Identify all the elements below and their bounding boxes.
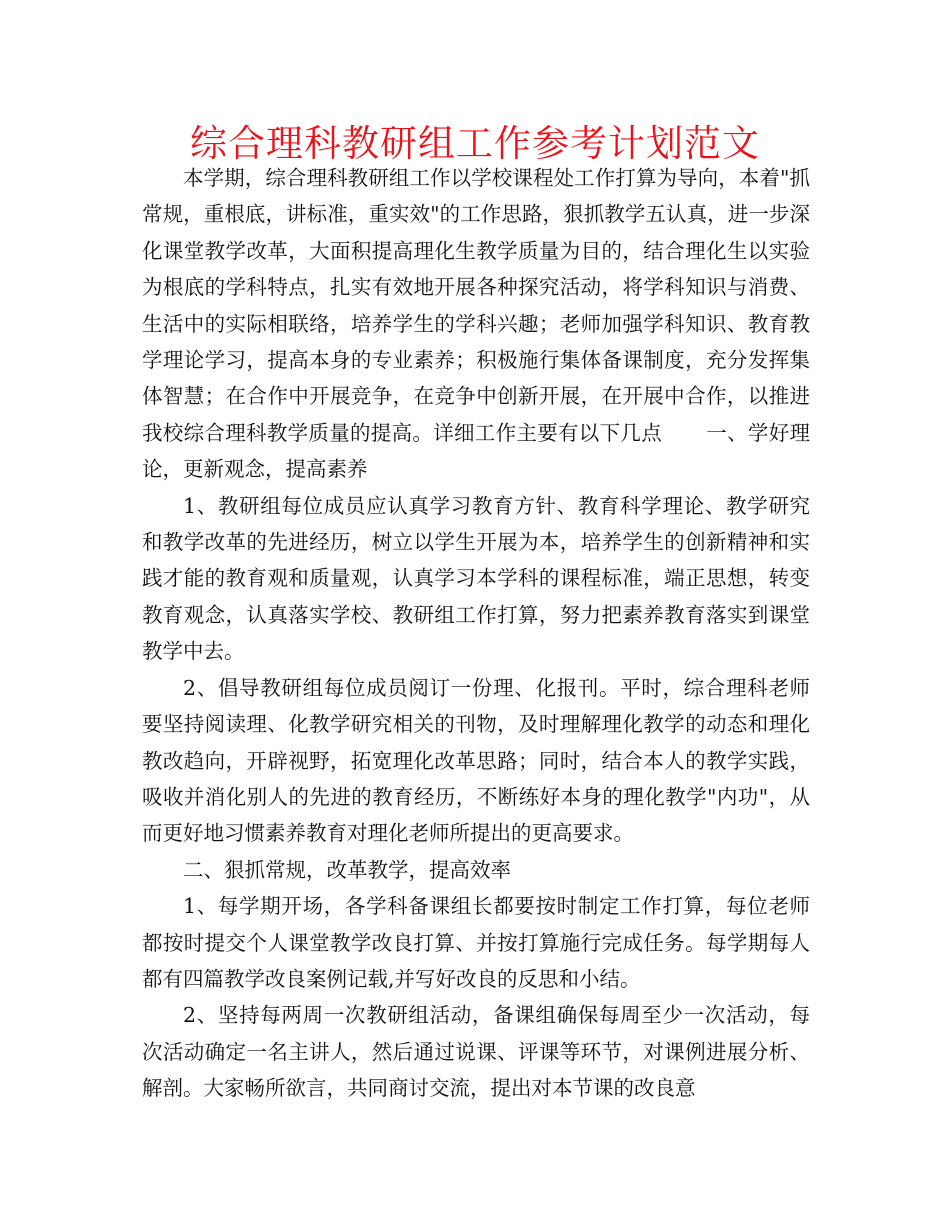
paragraph: 1、每学期开场，各学科备课组长都要按时制定工作打算，每位老师都按时提交个人课堂教学改良打算、并按打算施行完成任务。每学期每人都有四篇教学改良案例记载,并写好改良的反思和小结。 [142, 894, 810, 991]
paragraph: 2、坚持每两周一次教研组活动，备课组确保每周至少一次活动，每次活动确定一名主讲人，然后通过说课、评课等环节，对课例进展分析、解剖。大家畅所欲言，共同商讨交流，提出对本节课的改良意 [142, 1003, 810, 1101]
paragraph-intro [142, 160, 810, 488]
document-title: 综合理科教研组工作参考计划范文 [190, 122, 760, 165]
paragraph-intro-text: 本学期，综合理科教研组工作以学校课程处工作打算为导向，本着"抓常规，重根底，讲标准，重实效"的工作思路，狠抓教学五认真，进一步深化课堂教学改革，大面积提高理化生教学质量为目的，结合理化生以实验为根底的学科特点，扎实有效地开展各种探究活动，将学科知识与消费、生活中的实际相联络，培养学生的学科兴趣；老师加强学科知识、教育教学理论学习，提高本身的专业素养；积极施行集体备课制度，充分发挥集体智慧；在合作中开展竞争，在竞争中创新开展，在开展中合作，以推进我校综合理科教学质量的提高。详细工作主要有以下几点 [142, 166, 810, 445]
document-body [142, 160, 810, 1107]
section-heading-two: 二、狠抓常规，改革教学，提高效率 [183, 857, 511, 882]
paragraph: 1、教研组每位成员应认真学习教育方针、教育科学理论、教学研究和教学改革的先进经历，树立以学生开展为本，培养学生的创新精神和实践才能的教育观和质量观，认真学习本学科的课程标准，端正思想，转变教育观念，认真落实学校、教研组工作打算，努力把素养教育落实到课堂教学中去。 [142, 493, 810, 664]
section-heading-one: 一、学好理论，更新观念，提高素养 [142, 420, 810, 482]
paragraph: 2、倡导教研组每位成员阅订一份理、化报刊。平时，综合理科老师要坚持阅读理、化教学研究相关的刊物，及时理解理化教学的动态和理化教改趋向，开辟视野，拓宽理化改革思路；同时，结合本人的教学实践，吸收并消化别人的先进的教育经历，不断练好本身的理化教学"内功"，从而更好地习惯素养教育对理化老师所提出的更高要求。 [142, 675, 810, 846]
